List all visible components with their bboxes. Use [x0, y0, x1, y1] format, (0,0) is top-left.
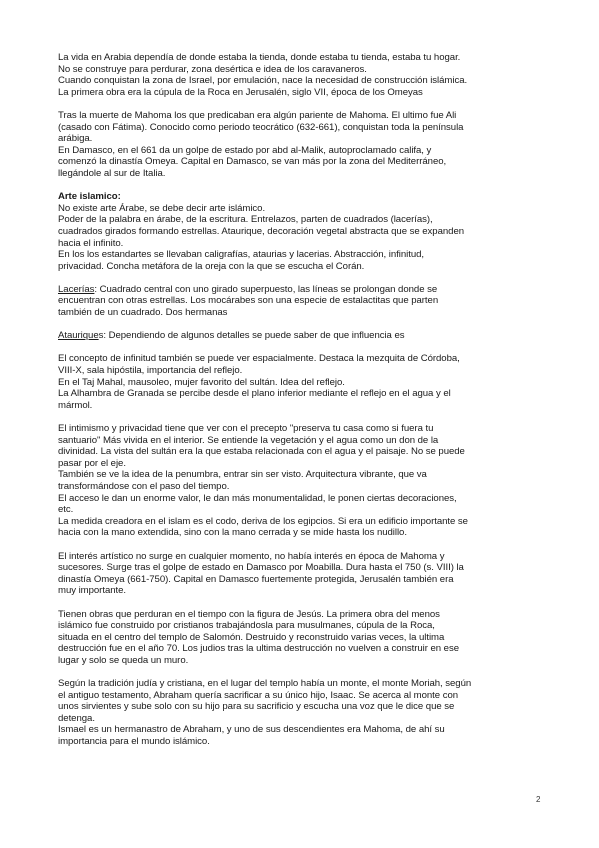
text-line: mármol.	[58, 399, 93, 411]
paragraph	[58, 52, 548, 98]
section-heading: Arte islamico:	[58, 191, 121, 203]
text-line: islámico fue construido por cristianos trabajándosla para musulmanes, cúpula de la Roca,	[58, 620, 435, 632]
text-line: Tienen obras que perduran en el tiempo con la figura de Jesús. La primera obra del menos	[58, 608, 440, 620]
text-line: sucesores. Surge tras el golpe de estado en Damasco por Moabilla. Dura hasta el 750 (s. VIII) la	[58, 562, 464, 574]
text-line: Poder de la palabra en árabe, de la escritura. Entrelazos, parten de cuadrados (lacerías),	[58, 214, 433, 226]
term-label: Lacerías	[58, 283, 95, 295]
text-line: El interés artístico no surge en cualquier momento, no había interés en época de Mahoma y	[58, 550, 445, 562]
text-line: también de un cuadrado. Dos hermanas	[58, 307, 228, 319]
text-line: La vida en Arabia dependía de donde estaba la tienda, donde estaba tu tienda, estaba tu hogar.	[58, 52, 461, 63]
text-line	[58, 284, 548, 296]
text-line: En los los estandartes se llevaban caligrafías, ataurias y lacerias. Abstracción, infinitud,	[58, 249, 425, 261]
text-line: destrucción fue en el año 70. Los judios tras la ultima destrucción no vuelven a construir en ese	[58, 643, 459, 655]
page-number: 2	[536, 795, 541, 804]
paragraph	[58, 423, 548, 539]
document-body	[58, 52, 548, 759]
text-line: situada en el centro del templo de Salomón. Destruido y reconstruido varias veces, la ultima	[58, 631, 445, 643]
paragraph	[58, 330, 548, 342]
text-line: el antiguo testamento, Abraham quería sacrificar a su único hijo, Isaac. Se acerca al monte con	[58, 689, 459, 701]
text-line: VIII-X, sala hipóstila, importancia del reflejo.	[58, 365, 243, 377]
text-line: arábiga.	[58, 133, 93, 145]
text-line: El acceso le dan un enorme valor, le dan más monumentalidad, le ponen ciertas decoraciones,	[58, 492, 457, 504]
paragraph	[58, 110, 548, 180]
text-line: En el Taj Mahal, mausoleo, mujer favorito del sultán. Idea del reflejo.	[58, 376, 345, 388]
text-line: Ismael es un hermanastro de Abraham, y uno de sus descendientes era Mahoma, de ahí su	[58, 724, 445, 736]
text-line: Cuando conquistan la zona de Israel, por emulación, nace la necesidad de construcción islámica.	[58, 75, 468, 87]
text-line: cuadrados girados formando estrellas. Ataurique, decoración vegetal abstracta que se expanden	[58, 225, 465, 237]
text-line: lugar y solo se queda un muro.	[58, 654, 189, 666]
text-line: También se ve la idea de la penumbra, entrar sin ser visto. Arquitectura vibrante, que va	[58, 469, 427, 481]
text-line: La primera obra era la cúpula de la Roca en Jerusalén, siglo VII, época de los Omeyas	[58, 86, 423, 98]
text-line: Tras la muerte de Mahoma los que predicaban era algún pariente de Mahoma. El ultimo fue Ali	[58, 109, 457, 121]
paragraph	[58, 284, 548, 319]
paragraph	[58, 678, 548, 748]
text-line: divinidad. La vista del sultán era la que estaba relacionada con el agua y el paisaje. No se puede	[58, 446, 465, 458]
text-line: detenga.	[58, 712, 95, 724]
text-line: pasar por el eje.	[58, 457, 126, 469]
text-line: unos sirvientes y sube solo con su hijo para su sacrificio y escucha una voz que le dice que se	[58, 701, 455, 713]
text-line: El intimismo y privacidad tiene que ver con el precepto "preserva tu casa como si fuera tu	[58, 423, 434, 434]
text-line: No se construye para perdurar, zona desértica e idea de los caravaneros.	[58, 63, 367, 75]
paragraph	[58, 609, 548, 667]
text-line: hacia el infinito.	[58, 237, 124, 249]
text-line: hacia con la mano extendida, sino con la mano cerrada y se mide hasta los nudillo.	[58, 527, 407, 539]
text-line: importancia para el mundo islámico.	[58, 736, 210, 748]
text-line: La medida creadora en el islam es el codo, deriva de los egipcios. Si era un edificio importante se	[58, 515, 468, 527]
paragraph	[58, 191, 548, 272]
text-line: llegándole al sur de Italia.	[58, 167, 166, 179]
text-line: Según la tradición judía y cristiana, en el lugar del templo había un monte, el monte Moriah, según	[58, 678, 472, 690]
paragraph	[58, 551, 548, 597]
paragraph	[58, 353, 548, 411]
text-line: No existe arte Árabe, se debe decir arte islámico.	[58, 202, 266, 214]
term-label: Ataurique	[58, 330, 99, 342]
text-line: dinastía Omeya (661-750). Capital en Damasco fuertemente protegida, Jerusalén también era	[58, 573, 454, 585]
text-line: En Damasco, en el 661 da un golpe de estado por abd al-Malik, autoproclamado califa, y	[58, 144, 432, 156]
text-line: (casado con Fátima). Conocido como periodo teocrático (632-661), conquistan toda la península	[58, 121, 464, 133]
text-line: La Alhambra de Granada se percibe desde el plano inferior mediante el reflejo en el agua y el	[58, 388, 451, 400]
text-line: muy importante.	[58, 585, 127, 597]
text-line: encuentran con otras estrellas. Los mocárabes son una especie de estalactitas que parten	[58, 295, 439, 307]
text-line: comenzó la dinastía Omeya. Capital en Damasco, se van más por la zona del Mediterráneo,	[58, 156, 447, 168]
text-line: privacidad. Concha metáfora de la oreja con la que se escucha el Corán.	[58, 260, 365, 272]
text-line: santuario" Más vivida en el interior. Se entiende la vegetación y el agua como un don de la	[58, 434, 439, 446]
term-definition: s: Dependiendo de algunos detalles se puede saber de que influencia es	[98, 330, 405, 342]
text-line: transformándose con el paso del tiempo.	[58, 480, 230, 492]
text-line: El concepto de infinitud también se puede ver espacialmente. Destaca la mezquita de Córdoba,	[58, 353, 460, 365]
text-line	[58, 330, 548, 342]
term-definition: : Cuadrado central con uno girado superpuesto, las líneas se prolongan donde se	[94, 283, 438, 295]
text-line: etc.	[58, 504, 74, 516]
